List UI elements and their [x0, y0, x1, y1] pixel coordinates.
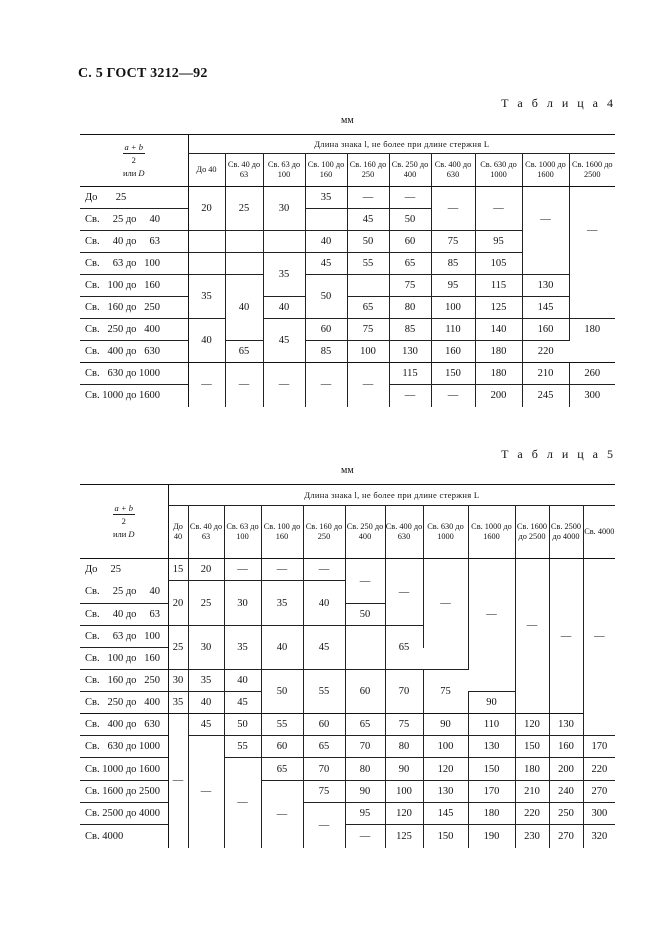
table-cell: 35	[263, 253, 305, 297]
table-cell: 180	[569, 319, 615, 341]
table-cell: 160	[549, 736, 583, 758]
table-cell: 230	[515, 825, 549, 848]
table-cell: 50	[224, 714, 261, 736]
table-cell: —	[345, 559, 385, 604]
table-cell: —	[225, 363, 263, 407]
table-cell: —	[423, 559, 468, 648]
table-cell: 35	[188, 670, 224, 692]
col-header: Св. 1600 до 2500	[515, 506, 549, 559]
table-cell: 160	[431, 341, 475, 363]
table-cell: 25	[225, 187, 263, 231]
col-header: Св. 63 до 100	[263, 154, 305, 187]
table-cell: 120	[385, 803, 423, 825]
row-label: До 25	[85, 192, 127, 203]
table-cell: 125	[475, 297, 522, 319]
stub-or-var: D	[138, 167, 145, 178]
table-cell: 65	[261, 758, 303, 781]
table-cell: 85	[431, 253, 475, 275]
table-cell: 180	[475, 341, 522, 363]
table-cell: —	[347, 363, 389, 407]
table-cell: 60	[389, 231, 431, 253]
table-cell: 35	[261, 581, 303, 626]
table-cell: 60	[345, 670, 385, 714]
table-cell: 45	[347, 209, 389, 231]
row-label: Св. 2500 до 4000	[80, 803, 168, 825]
table-cell: 320	[583, 825, 615, 848]
table-cell: 130	[389, 341, 431, 363]
table-cell: 50	[345, 604, 385, 626]
table-cell	[225, 231, 263, 253]
table-cell: 85	[389, 319, 431, 341]
table-cell: 145	[423, 803, 468, 825]
table-cell: —	[263, 363, 305, 407]
row-label: Св. 100 до 160	[80, 648, 168, 670]
col-header: Св. 160 до 250	[347, 154, 389, 187]
table-cell: —	[188, 736, 224, 848]
stub-numerator: a + b	[124, 141, 143, 152]
row-label: Св. 1000 до 1600	[80, 758, 168, 781]
col-header: Св. 4000	[583, 506, 615, 559]
table-cell: 150	[468, 758, 515, 781]
table-cell: 70	[303, 758, 345, 781]
row-label: Св. 1600 до 2500	[80, 781, 168, 803]
table-cell: 75	[347, 319, 389, 341]
table-cell: 90	[423, 714, 468, 736]
table-cell: 120	[423, 758, 468, 781]
table-cell: 15	[168, 559, 188, 581]
table-cell: —	[347, 187, 389, 209]
table-cell: 220	[515, 803, 549, 825]
col-header: Св. 630 до 1000	[475, 154, 522, 187]
table-cell: 65	[389, 253, 431, 275]
table-cell: 115	[475, 275, 522, 297]
col-header: До 40	[188, 154, 225, 187]
table-cell: 210	[515, 781, 549, 803]
table-cell: 220	[583, 758, 615, 781]
table-cell: 20	[188, 187, 225, 231]
table-cell: —	[385, 559, 423, 626]
table-5-header-title: Длина знака l, не более при длине стержня L	[168, 485, 615, 506]
stub-or-var: D	[128, 528, 135, 539]
table-cell: 75	[303, 781, 345, 803]
table-cell: 245	[522, 385, 569, 407]
table-cell: —	[224, 758, 261, 848]
table-cell: 125	[385, 825, 423, 848]
table-cell: —	[303, 803, 345, 848]
table-cell: —	[522, 187, 569, 253]
table-cell: 45	[224, 692, 261, 714]
table-cell: 35	[224, 626, 261, 670]
table-cell: —	[468, 559, 515, 670]
table-cell: 75	[389, 275, 431, 297]
table-cell: 105	[475, 253, 522, 275]
table-4-stub-header	[80, 135, 188, 187]
table-cell: —	[224, 559, 261, 581]
col-header: Св. 400 до 630	[385, 506, 423, 559]
row-label: Св. 400 до 630	[80, 714, 168, 736]
table-cell: 35	[305, 187, 347, 209]
table-4-caption: Т а б л и ц а 4	[501, 96, 616, 110]
table-cell: 220	[522, 341, 569, 363]
col-header: Св. 1000 до 1600	[468, 506, 515, 559]
table-cell	[225, 253, 263, 275]
table-cell: 40	[263, 297, 305, 319]
table-cell: 260	[569, 363, 615, 385]
table-cell: 130	[522, 275, 569, 297]
table-cell: 170	[583, 736, 615, 758]
table-cell: 180	[468, 803, 515, 825]
col-header: Св. 100 до 160	[261, 506, 303, 559]
table-cell: 65	[225, 341, 263, 363]
table-cell	[569, 297, 615, 319]
table-cell: 180	[475, 363, 522, 385]
table-cell: 40	[188, 692, 224, 714]
table-5-stub-header	[80, 485, 168, 559]
table-cell: 250	[549, 803, 583, 825]
table-cell: 100	[347, 341, 389, 363]
table-cell: 130	[423, 781, 468, 803]
table-cell	[515, 692, 549, 714]
table-cell: 75	[431, 231, 475, 253]
row-label: Св. 250 до 400	[80, 319, 188, 341]
table-4	[80, 134, 615, 407]
col-header: До 40	[168, 506, 188, 559]
table-cell: 85	[305, 341, 347, 363]
table-cell: 20	[168, 581, 188, 626]
row-label: Св. 63 до 100	[80, 626, 168, 648]
row-label: Св. 40 до 63	[80, 604, 168, 626]
table-cell: 50	[347, 231, 389, 253]
col-header: Св. 160 до 250	[303, 506, 345, 559]
col-header: Св. 250 до 400	[389, 154, 431, 187]
table-cell: 30	[263, 187, 305, 231]
table-cell: 40	[303, 581, 345, 626]
table-cell: 80	[389, 297, 431, 319]
table-cell: 65	[347, 297, 389, 319]
table-cell: 35	[168, 692, 188, 714]
table-cell: 110	[431, 319, 475, 341]
table-cell: 70	[385, 670, 423, 714]
table-cell: 65	[345, 714, 385, 736]
table-cell: 110	[468, 714, 515, 736]
row-label: Св. 25 до 40	[80, 209, 188, 231]
row-label: Св. 1000 до 1600	[80, 385, 188, 407]
table-cell: 40	[305, 231, 347, 253]
table-cell: 210	[522, 363, 569, 385]
table-cell: 300	[569, 385, 615, 407]
table-cell: 130	[549, 714, 583, 736]
table-cell: 270	[583, 781, 615, 803]
table-cell: 65	[303, 736, 345, 758]
col-header: Св. 2500 до 4000	[549, 506, 583, 559]
table-cell: 55	[303, 670, 345, 714]
table-cell: 150	[515, 736, 549, 758]
table-cell: 25	[188, 581, 224, 626]
table-cell	[345, 626, 385, 670]
table-cell: 30	[188, 626, 224, 670]
table-cell: 40	[261, 626, 303, 670]
table-cell	[569, 275, 615, 297]
table-cell: —	[261, 781, 303, 848]
table-cell	[188, 231, 225, 253]
table-cell	[263, 231, 305, 253]
table-cell: 100	[385, 781, 423, 803]
table-cell: 115	[389, 363, 431, 385]
table-cell	[188, 253, 225, 275]
table-cell: 55	[347, 253, 389, 275]
table-cell	[305, 209, 347, 231]
row-label: Св. 400 до 630	[80, 341, 188, 363]
table-cell: 60	[303, 714, 345, 736]
table-cell	[347, 275, 389, 297]
table-cell: 40	[224, 670, 261, 692]
table-cell: 200	[475, 385, 522, 407]
table-cell: 190	[468, 825, 515, 848]
table-cell: —	[431, 187, 475, 231]
table-cell: 65	[385, 626, 423, 670]
col-header: Св. 1000 до 1600	[522, 154, 569, 187]
table-cell: 45	[188, 714, 224, 736]
table-cell: —	[188, 363, 225, 407]
table-cell: —	[168, 714, 188, 848]
table-5-unit: мм	[341, 465, 354, 476]
col-header: Св. 400 до 630	[431, 154, 475, 187]
row-label: Св. 250 до 400	[80, 692, 168, 714]
col-header: Св. 40 до 63	[188, 506, 224, 559]
table-cell: 150	[423, 825, 468, 848]
table-cell: 55	[261, 714, 303, 736]
table-cell: 45	[263, 319, 305, 363]
row-label: Св. 63 до 100	[80, 253, 188, 275]
col-header: Св. 630 до 1000	[423, 506, 468, 559]
table-cell: 50	[261, 670, 303, 714]
table-cell: 60	[261, 736, 303, 758]
table-cell: 100	[431, 297, 475, 319]
table-5-caption: Т а б л и ц а 5	[501, 447, 616, 461]
row-label: Св. 25 до 40	[85, 586, 161, 598]
stub-denominator: 2	[131, 155, 136, 166]
table-cell	[583, 714, 615, 736]
table-cell: —	[569, 187, 615, 275]
row-label: Св. 160 до 250	[80, 297, 188, 319]
stub-or-word: или	[122, 167, 137, 178]
table-cell: 95	[475, 231, 522, 253]
table-cell: 130	[468, 736, 515, 758]
table-cell: 90	[468, 692, 515, 714]
table-cell: 35	[188, 275, 225, 319]
table-cell: 70	[345, 736, 385, 758]
table-cell: 55	[224, 736, 261, 758]
table-cell: —	[261, 559, 303, 581]
table-cell: 180	[515, 758, 549, 781]
table-cell: 40	[225, 275, 263, 341]
row-label: Св. 4000	[80, 825, 168, 848]
row-label: Св. 630 до 1000	[80, 363, 188, 385]
stub-or-word: или	[112, 528, 127, 539]
table-cell: 20	[188, 559, 224, 581]
row-label: Св. 40 до 63	[80, 231, 188, 253]
stub-denominator: 2	[121, 516, 126, 527]
stub-numerator: a + b	[114, 502, 133, 513]
table-cell: 270	[549, 825, 583, 848]
table-cell: 30	[224, 581, 261, 626]
table-cell: 90	[345, 781, 385, 803]
table-cell: —	[305, 363, 347, 407]
row-label: Св. 630 до 1000	[80, 736, 168, 758]
table-cell: 80	[385, 736, 423, 758]
col-header: Св. 100 до 160	[305, 154, 347, 187]
table-cell: —	[389, 385, 431, 407]
table-cell: 145	[522, 297, 569, 319]
table-cell: —	[583, 559, 615, 714]
table-cell: 25	[168, 626, 188, 670]
table-cell: 200	[549, 758, 583, 781]
table-cell: —	[515, 559, 549, 692]
table-cell	[522, 253, 569, 275]
col-header: Св. 63 до 100	[224, 506, 261, 559]
table-cell: 120	[515, 714, 549, 736]
table-cell: 75	[423, 670, 468, 714]
table-cell: 80	[345, 758, 385, 781]
table-cell: 100	[423, 736, 468, 758]
table-5	[80, 484, 615, 848]
table-cell: 40	[188, 319, 225, 363]
table-4-unit: мм	[341, 115, 354, 126]
table-cell: —	[549, 559, 583, 714]
table-cell: —	[303, 559, 345, 581]
table-cell: 50	[389, 209, 431, 231]
table-cell: 150	[431, 363, 475, 385]
table-cell: 140	[475, 319, 522, 341]
col-header: Св. 250 до 400	[345, 506, 385, 559]
table-cell: 75	[385, 714, 423, 736]
table-cell: —	[345, 825, 385, 848]
table-cell: —	[475, 187, 522, 231]
table-cell: 170	[468, 781, 515, 803]
col-header: Св. 40 до 63	[225, 154, 263, 187]
row-label: До 25	[85, 564, 122, 576]
table-cell: 60	[305, 319, 347, 341]
table-cell: 240	[549, 781, 583, 803]
table-cell: 95	[345, 803, 385, 825]
table-cell: 45	[305, 253, 347, 275]
table-cell: 50	[305, 275, 347, 319]
col-header: Св. 1600 до 2500	[569, 154, 615, 187]
table-cell: —	[431, 385, 475, 407]
row-label: Св. 160 до 250	[80, 670, 168, 692]
table-cell: 45	[303, 626, 345, 670]
table-cell: 95	[431, 275, 475, 297]
table-cell: 30	[168, 670, 188, 692]
row-label: Св. 100 до 160	[80, 275, 188, 297]
table-cell: 160	[522, 319, 569, 341]
table-cell: —	[389, 187, 431, 209]
table-cell: 90	[385, 758, 423, 781]
table-cell: 300	[583, 803, 615, 825]
table-4-header-title: Длина знака l, не более при длине стержня L	[188, 135, 615, 154]
page-header: С. 5 ГОСТ 3212—92	[78, 66, 208, 81]
